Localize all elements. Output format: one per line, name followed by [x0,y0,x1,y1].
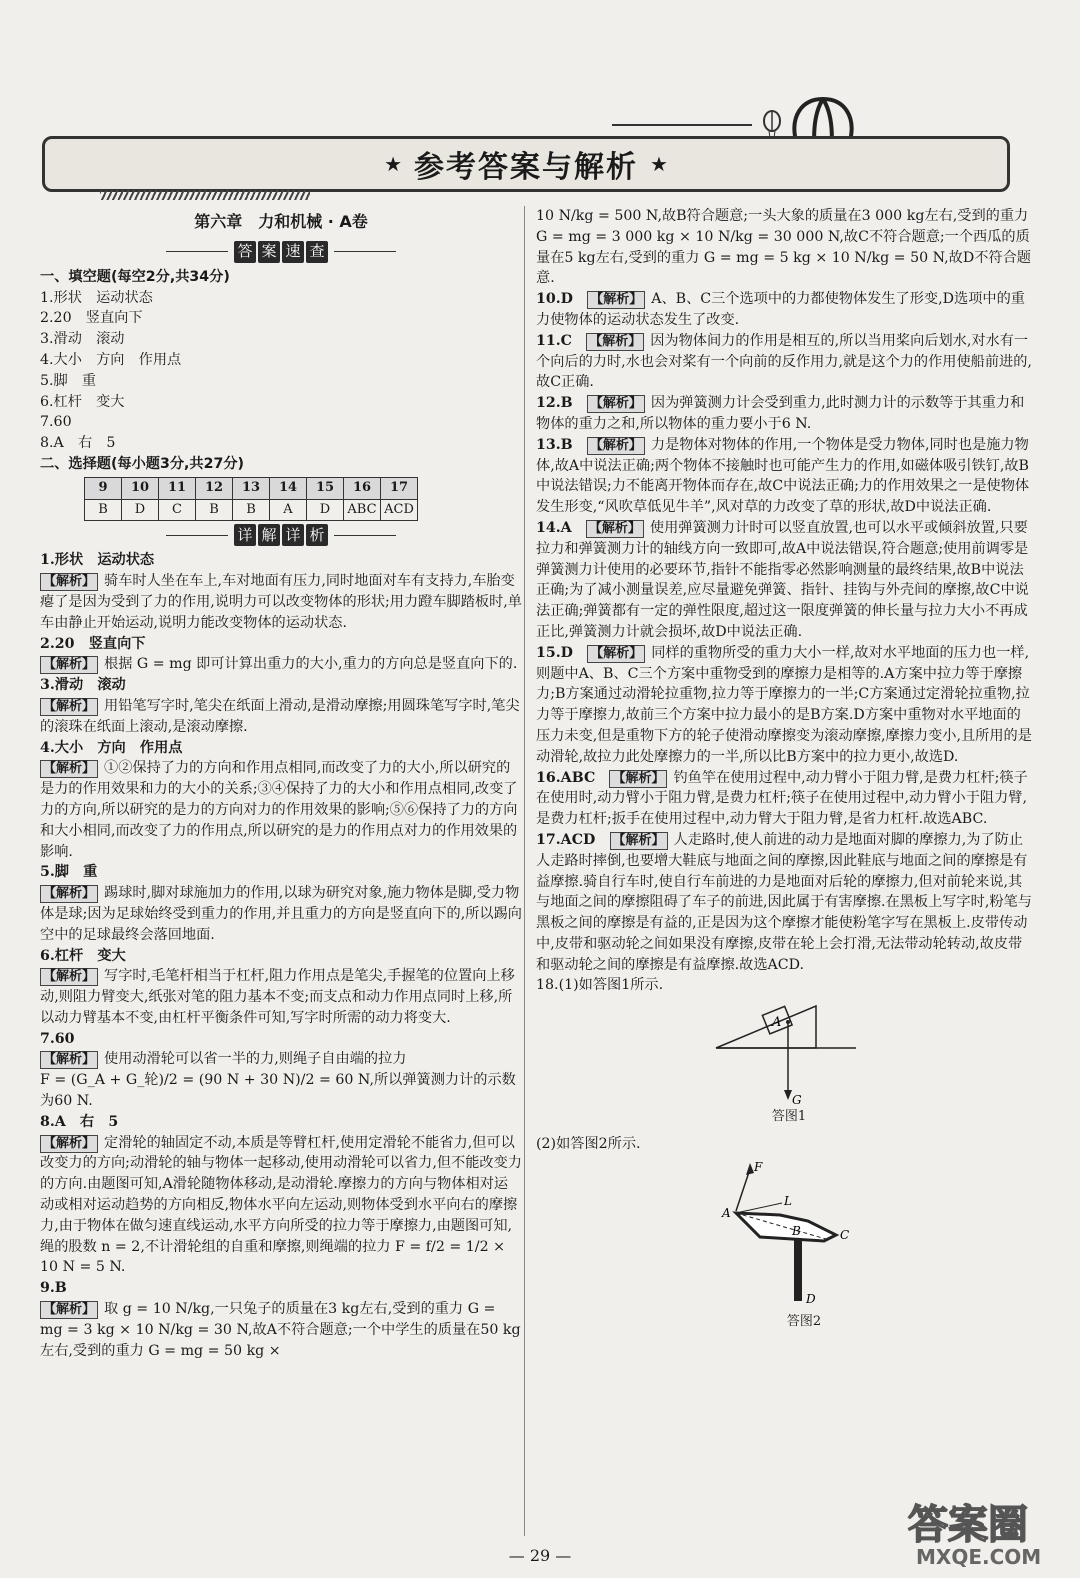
analysis-text: 同样的重物所受的重力大小一样,故对水平地面的压力也一样,则题中A、B、C三个方案中重物受到的摩擦力是相等的.A方案中拉力等于摩擦力;B方案通过动滑轮拉重物,拉力等于摩擦力的一半;C方案通过定滑轮拉重物,拉力等于摩擦力,故前三个方案中拉力最小的是B方案.D方案中重物对水平地面的压力未变,但是重物下方的轮子使滑动摩擦变为滚动摩擦,摩擦力变小,且所用的是动滑轮,故拉力此处摩擦力的一半,所以比B方案中的拉力更小,故选D. [536,644,1032,765]
analysis-answer: 12.B [536,395,573,412]
analysis-answer: 17.ACD [536,831,596,848]
analysis-item [40,1112,522,1278]
analysis-answer: 9.B [40,1280,67,1297]
analysis-item [40,862,522,945]
analysis-tag: 【解析】 [609,770,667,788]
analysis-text: ①②保持了力的方向和作用点相同,而改变了力的大小,所以研究的是力的作用效果和力的大小的关系;③④保持了力的大小和作用点相同,改变了力的方向,所以研究的是力的方向对力的作用效果的影响;⑤⑥保持了力的方向和大小相同,而改变了力的作用点,所以研究的是力的作用点对力的作用效果的影响. [40,760,518,860]
analysis-text: 使用弹簧测力计时可以竖直放置,也可以水平或倾斜放置,只要拉力和弹簧测力计的轴线方向一致即可,故A中说法错误,符合题意;使用前调零是弹簧测力计使用的必要环节,指针不能指零必然影响测量的最终结果,故B中说法正确;为了减小测量误差,应尽量避免弹簧、指针、挂钩与外壳间的摩擦,故C中说法正确;弹簧都有一定的弹性限度,超过这一限度弹簧的伸长量与拉力大小不再成正比,弹簧测力计就会损坏,故D中说法正确. [536,519,1029,640]
analysis-text: 因为物体间力的作用是相互的,所以当用桨向后划水,对水有一个向后的力时,水也会对桨有一个向前的反作用力,就是这个力的作用使船前进的,故C正确. [536,332,1032,391]
analysis-answer: 7.60 [40,1030,75,1047]
table-cell: D [307,499,344,521]
analysis-tag: 【解析】 [587,291,645,309]
fill-answer: 1.形状 运动状态 [40,289,153,306]
fill-answer: 7.60 [40,414,72,431]
analysis-tag: 【解析】 [40,656,98,674]
analysis-text: 钓鱼竿在使用过程中,动力臂小于阻力臂,是费力杠杆;筷子在使用时,动力臂小于阻力臂,是费力杠杆;筷子在使用过程中,动力臂小于阻力臂,是费力杠杆;扳手在使用过程中,动力臂大于阻力臂,是省力杠杆.故选ABC. [536,769,1028,828]
analysis-text: 根据 G = mg 即可计算出重力的大小,重力的方向总是竖直向下的. [104,656,518,673]
chapter-title: 第六章 力和机械 · A卷 [194,212,368,231]
analysis-tag: 【解析】 [587,645,645,663]
fill-answer: 4.大小 方向 作用点 [40,351,182,368]
header-chip: 析 [306,524,328,546]
fill-answer: 2.20 竖直向下 [40,310,143,327]
top-rule [612,124,752,126]
analysis-text: 用铅笔写字时,笔尖在纸面上滑动,是滑动摩擦;用圆珠笔写字时,笔尖的滚珠在纸面上滚动,是滚动摩擦. [40,697,520,735]
header-chip: 解 [258,524,280,546]
analysis-tag: 【解析】 [586,333,644,351]
detailed-analysis-header [40,524,522,546]
incline-diagram [536,996,1032,1114]
analysis-text: 骑车时人坐在车上,车对地面有压力,同时地面对车有支持力,车胎变瘪了是因为受到了力的作用,说明力可以改变物体的形状;用力蹬车脚踏板时,单车由静止开始运动,说明力能改变物体的运动状态. [40,573,522,631]
analysis-text: 因为弹簧测力计会受到重力,此时测力计的示数等于其重力和物体的重力之和,所以物体的重力要小于6 N. [536,395,1025,432]
analysis-item [40,1278,522,1361]
analysis-item [40,1029,522,1112]
analysis-item [40,634,522,676]
header-chip: 查 [306,241,328,263]
analysis-text: A、B、C三个选项中的力都使物体发生了形变,D选项中的重力使物体的运动状态发生了改变. [536,291,1025,328]
header-chip: 案 [258,241,280,263]
fig1-label-g: G [792,1093,802,1108]
left-column [40,206,522,1361]
figure-2 [536,1155,1032,1329]
table-cell: 10 [122,477,159,499]
figure-1-caption: 答图1 [771,1109,807,1125]
analysis-item [536,768,1032,830]
analysis-item [536,830,1032,976]
left-detail-list [40,550,522,1361]
analysis-answer: 10.D [536,291,573,308]
star-icon: ★ [650,152,668,176]
right-column [536,206,1032,1329]
analysis-item [40,946,522,1029]
analysis-text: 10 N/kg = 500 N,故B符合题意;一头大象的质量在3 000 kg左右,受到的重力 G = mg = 3 000 kg × 10 N/kg = 30 000 N,故C不符合题意;一个西瓜的质量在5 kg左右,受到的重力 G = mg = 5 kg × 10 N/kg = 50 N,故D不符合题意. [536,208,1031,287]
fig2-label-c: C [840,1228,850,1243]
fig2-label-a: A [722,1206,731,1221]
analysis-answer: 16.ABC [536,769,596,786]
analysis-tag: 【解析】 [587,395,645,413]
page-title: 参考答案与解析 [414,150,638,185]
choice-answer-table [84,477,418,522]
analysis-item [536,393,1032,435]
analysis-tag: 【解析】 [40,1051,98,1069]
table-cell: B [85,499,122,521]
table-cell: 12 [196,477,233,499]
analysis-tag: 【解析】 [587,437,645,455]
header-banner [42,136,1010,192]
star-icon: ★ [384,152,402,176]
table-cell: D [122,499,159,521]
table-cell: B [196,499,233,521]
fig2-label-f: F [754,1160,763,1175]
figure-2-caption: 答图2 [786,1313,822,1329]
analysis-text: 人走路时,使人前进的动力是地面对脚的摩擦力,为了防止人走路时摔倒,也要增大鞋底与地面之间的摩擦,因此鞋底与地面之间的摩擦是有益摩擦.骑自行车时,使自行车前进的力是地面对后轮的摩擦力,但对前轮来说,其与地面之间的摩擦阻碍了车子的前进,因此属于有害摩擦.在黑板上写字时,粉笔与黑板之间的摩擦是有益的,正是因为这个摩擦才能使粉笔字写在黑板上.皮带传动中,皮带和驱动轮之间如果没有摩擦,皮带在轮上会打滑,无法带动轮转动,故皮带和驱动轮之间的摩擦是有益摩擦.故选ACD. [536,831,1032,973]
analysis-tag: 【解析】 [40,968,98,986]
table-cell: 9 [85,477,122,499]
analysis-tag: 【解析】 [586,520,644,538]
hatch-decoration [100,190,310,200]
watermark-text: 答案圈 [908,1502,1028,1548]
analysis-answer: 15.D [536,644,573,661]
analysis-tag: 【解析】 [40,1135,98,1153]
table-cell: 17 [381,477,418,499]
header-chip: 速 [282,241,304,263]
table-cell: ABC [344,499,381,521]
q18-part1: 18.(1)如答图1所示. [536,977,664,994]
table-cell: 11 [159,477,196,499]
analysis-formula: F = (G_A + G_轮)/2 = (90 N + 30 N)/2 = 60 N,所以弹簧测力计的示数为60 N. [40,1072,516,1110]
fig2-label-d: D [806,1292,816,1307]
analysis-item [536,518,1032,643]
analysis-tag: 【解析】 [40,885,98,903]
analysis-answer: 11.C [536,332,572,349]
analysis-tag: 【解析】 [40,1301,98,1319]
fill-answer: 6.杠杆 变大 [40,393,125,410]
analysis-tag: 【解析】 [40,698,98,716]
analysis-text: 定滑轮的轴固定不动,本质是等臂杠杆,使用定滑轮不能省力,但可以改变力的方向;动滑轮的轴与物体一起移动,使用动滑轮可以省力,但不能改变力的方向.由题图可知,A滑轮随物体移动,是动滑轮.摩擦力的方向与物体相对运动或相对运动趋势的方向相反,物体水平向左运动,则物体受到水平向右的摩擦力,由于物体在做匀速直线运动,水平方向所受的拉力等于摩擦力,由题图可知,绳的股数 n = 2,不计滑轮组的自重和摩擦,则绳端的拉力 F = f/2 = 1/2 × 10 N = 5 N. [40,1134,522,1276]
right-detail-list [536,206,1032,975]
figure-1 [536,996,1032,1134]
table-cell: 16 [344,477,381,499]
table-cell: 14 [270,477,307,499]
choice-section-heading: 二、选择题(每小题3分,共27分) [40,455,245,472]
analysis-answer: 8.A 右 5 [40,1113,119,1130]
lever-diagram [536,1155,1032,1307]
table-cell: 15 [307,477,344,499]
analysis-answer: 2.20 竖直向下 [40,635,146,652]
analysis-item [536,206,1032,289]
fig2-label-l: L [784,1194,792,1209]
watermark-url: MXQE.COM [916,1545,1042,1569]
analysis-text: 踢球时,脚对球施加力的作用,以球为研究对象,施力物体是脚,受力物体是球;因为足球始终受到重力的作用,并且重力的方向是竖直向下的,所以踢向空中的足球最终会落回地面. [40,885,522,943]
fill-answer: 8.A 右 5 [40,435,116,452]
analysis-item [536,289,1032,331]
watermark-logo [902,1492,1058,1570]
analysis-answer: 4.大小 方向 作用点 [40,739,183,756]
fill-section-heading: 一、填空题(每空2分,共34分) [40,268,230,285]
table-cell: ACD [381,499,418,521]
column-divider [524,206,525,1536]
table-cell: A [270,499,307,521]
fig1-label-a: A [772,1015,782,1031]
analysis-item [40,738,522,863]
analysis-answer: 3.滑动 滚动 [40,677,126,694]
header-chip: 详 [234,524,256,546]
analysis-item [536,331,1032,393]
quick-answers-header [40,241,522,263]
analysis-answer: 5.脚 重 [40,864,98,881]
table-cell: C [159,499,196,521]
analysis-item [536,435,1032,518]
analysis-text: 使用动滑轮可以省一半的力,则绳子自由端的拉力 [104,1051,407,1068]
fill-answer: 3.滑动 滚动 [40,331,125,348]
analysis-text: 力是物体对物体的作用,一个物体是受力物体,同时也是施力物体,故A中说法正确;两个物体不接触时也可能产生力的作用,如磁体吸引铁钉,故B中说法错误;力不能离开物体而存在,故C中说法正确;力的作用效果之一是使物体发生形变,“风吹草低见牛羊”,风对草的力改变了草的形状,故D中说法正确. [536,436,1030,516]
analysis-text: 写字时,毛笔杆相当于杠杆,阻力作用点是笔尖,手握笔的位置向上移动,则阻力臂变大,纸张对笔的阻力基本不变;而支点和动力作用点同时上移,所以动力臂基本不变,由杠杆平衡条件可知,写字时所需的动力将变大. [40,968,515,1026]
analysis-tag: 【解析】 [40,760,98,778]
analysis-answer: 13.B [536,436,573,453]
analysis-item [536,643,1032,768]
table-cell: 13 [233,477,270,499]
analysis-item [40,550,522,633]
analysis-answer: 1.形状 运动状态 [40,552,155,569]
header-chip: 详 [282,524,304,546]
q18-part2: (2)如答图2所示. [536,1136,641,1153]
analysis-text: 取 g = 10 N/kg,一只兔子的质量在3 kg左右,受到的重力 G = mg = 3 kg × 10 N/kg = 30 N,故A不符合题意;一个中学生的质量在50 kg左右,受到的重力 G = mg = 50 kg × [40,1301,521,1359]
analysis-tag: 【解析】 [610,832,668,850]
page-number: — 29 — [508,1546,572,1565]
analysis-answer: 14.A [536,519,572,536]
table-cell: B [233,499,270,521]
fill-answer: 5.脚 重 [40,372,97,389]
fig2-label-b: B [792,1224,801,1239]
analysis-tag: 【解析】 [40,573,98,591]
header-chip: 答 [234,241,256,263]
analysis-item [40,675,522,737]
analysis-answer: 6.杠杆 变大 [40,947,126,964]
